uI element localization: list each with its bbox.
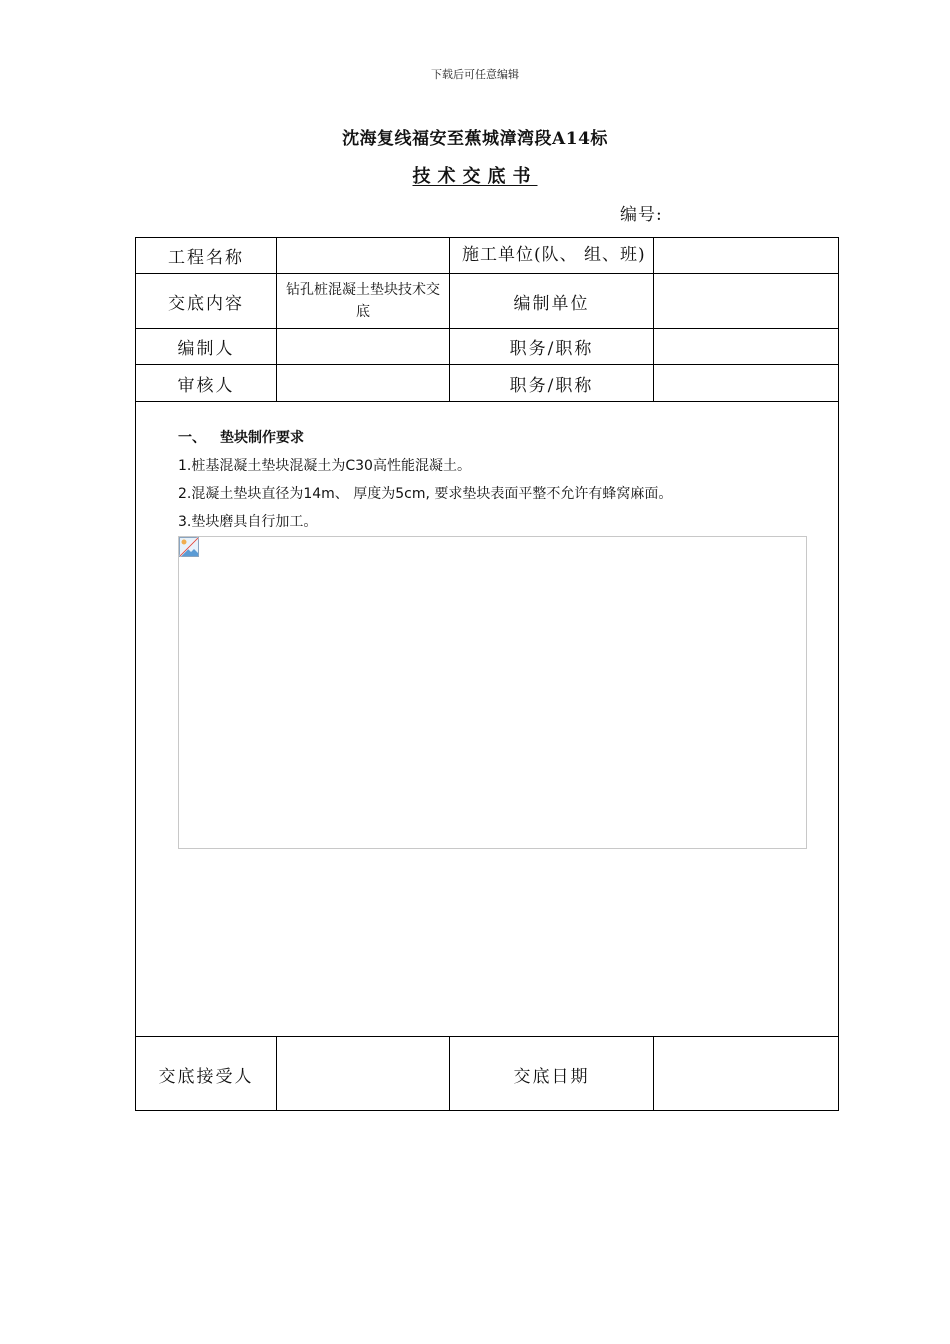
compiler-title-value[interactable] [654,329,839,364]
document-subtitle [0,162,950,188]
requirement-item: 3.垫块磨具自行加工。 [178,514,318,530]
document-subtitle-text: 技术交底书 [412,166,538,187]
construction-unit-label: 施工单位(队、 组、班) [462,245,646,265]
reviewer-title-value[interactable] [654,365,839,401]
header-note: 下载后可任意编辑 [431,68,519,81]
compiling-unit-label: 编制单位 [513,293,590,314]
broken-image-icon [179,537,199,557]
reviewer-value[interactable] [277,365,449,401]
doc-number-label: 编号: [620,205,663,225]
requirement-item: 2.混凝土垫块直径为14m、 厚度为5cm, 要求垫块表面平整不允许有蜂窝麻面。 [178,486,673,502]
compiler-value[interactable] [277,329,449,364]
compiler-label: 编制人 [177,339,235,359]
section-heading [178,428,672,449]
requirement-item: 1.桩基混凝土垫块混凝土为C30高性能混凝土。 [178,458,471,474]
disclosure-body [178,428,672,540]
reviewer-label: 审核人 [177,375,235,396]
section-heading-number: 一、 [178,430,206,446]
recipient-label: 交底接受人 [158,1066,254,1087]
reviewer-title-label: 职务/职称 [509,375,594,396]
disclosure-content-label: 交底内容 [168,293,244,314]
image-placeholder [178,536,807,849]
disclosure-date-label: 交底日期 [513,1066,590,1087]
document-title: 沈海复线福安至蕉城漳湾段A14标 [342,129,608,149]
project-name-value[interactable] [277,238,449,273]
section-heading-text: 垫块制作要求 [220,430,304,446]
disclosure-form [135,237,839,1111]
compiler-title-label: 职务/职称 [509,339,594,359]
disclosure-date-value[interactable] [654,1037,839,1111]
disclosure-content-value[interactable]: 钻孔桩混凝土垫块技术交底 [286,282,440,320]
compiling-unit-value[interactable] [654,274,839,328]
project-name-label: 工程名称 [168,248,244,268]
row-divider [136,401,838,402]
construction-unit-value[interactable] [654,238,839,273]
recipient-value[interactable] [277,1037,449,1111]
